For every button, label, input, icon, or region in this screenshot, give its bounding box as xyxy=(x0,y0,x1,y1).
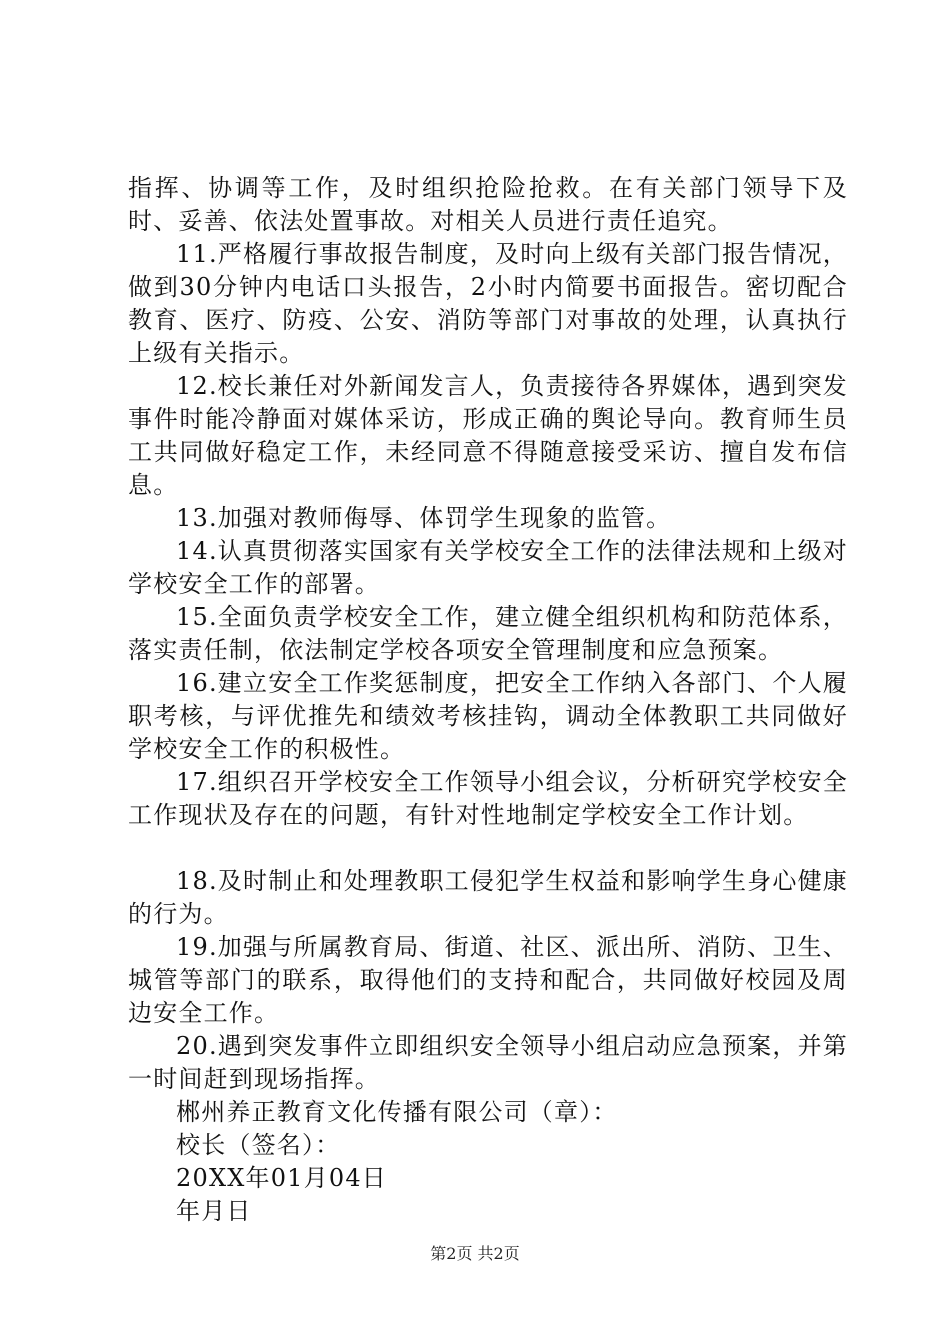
paragraph-item-13: 13.加强对教师侮辱、体罚学生现象的监管。 xyxy=(176,504,672,532)
paragraph-item-18: 18.及时制止和处理教职工侵犯学生权益和影响学生身心健康的行为。 xyxy=(128,867,848,928)
signature-block xyxy=(128,1096,848,1228)
company-seal-line: 郴州养正教育文化传播有限公司（章）： xyxy=(176,1098,618,1126)
paragraph-item-14: 14.认真贯彻落实国家有关学校安全工作的法律法规和上级对学校安全工作的部署。 xyxy=(128,537,848,598)
page-number-footer: 第2页 共2页 xyxy=(430,1244,520,1263)
paragraph-item-12: 12.校长兼任对外新闻发言人，负责接待各界媒体，遇到突发事件时能冷静面对媒体采访，形成正确的舆论导向。教育师生员工共同做好稳定工作，未经同意不得随意接受采访、擅自发布信息。 xyxy=(128,372,848,499)
paragraph-item-19: 19.加强与所属教育局、街道、社区、派出所、消防、卫生、城管等部门的联系，取得他们的支持和配合，共同做好校园及周边安全工作。 xyxy=(128,933,848,1027)
paragraph-item-16: 16.建立安全工作奖惩制度，把安全工作纳入各部门、个人履职考核，与评优推先和绩效考核挂钩，调动全体教职工共同做好学校安全工作的积极性。 xyxy=(128,669,848,763)
paragraph-item-17: 17.组织召开学校安全工作领导小组会议，分析研究学校安全工作现状及存在的问题，有针对性地制定学校安全工作计划。 xyxy=(128,768,848,829)
principal-signature-line: 校长（签名）： xyxy=(176,1131,341,1159)
document-body xyxy=(128,172,848,1228)
paragraph-item-11: 11.严格履行事故报告制度，及时向上级有关部门报告情况，做到30分钟内电话口头报告，2小时内简要书面报告。密切配合教育、医疗、防疫、公安、消防等部门对事故的处理，认真执行上级有关指示。 xyxy=(128,240,848,367)
signature-date: 20XX年01月04日 xyxy=(176,1164,387,1192)
paragraph-continuation: 指挥、协调等工作，及时组织抢险抢救。在有关部门领导下及时、妥善、依法处置事故。对相关人员进行责任追究。 xyxy=(128,174,848,235)
paragraph-item-15: 15.全面负责学校安全工作，建立健全组织机构和防范体系，落实责任制，依法制定学校各项安全管理制度和应急预案。 xyxy=(128,603,848,664)
paragraph-item-20: 20.遇到突发事件立即组织安全领导小组启动应急预案，并第一时间赶到现场指挥。 xyxy=(128,1032,848,1093)
paragraph-gap xyxy=(128,832,848,865)
signature-date-blank: 年月日 xyxy=(176,1197,252,1225)
